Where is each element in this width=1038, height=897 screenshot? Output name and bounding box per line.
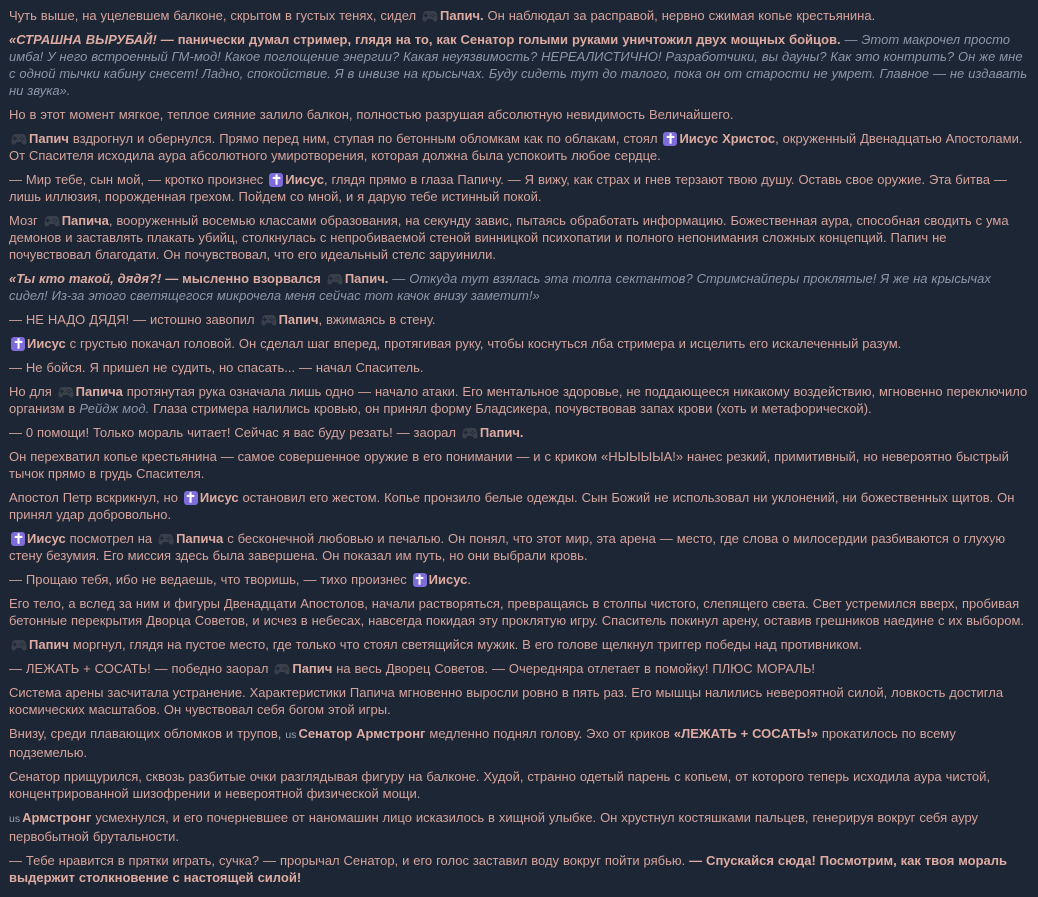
text-segment: — Этот макрочел просто имба! У него встроенный ГМ-мод! Какое поглощение энергии? Какая неуязвимость? НЕРЕАЛИСТИЧНО! Разработчики, вы дауны? Как это контрить? Он же мне с одной тычки кабину снесет! Ладно, спокойствие. Я в инвизе на крысычах. Буду сидеть тут до талого, пока он от старости не умрет. Главное — не издавать ни звука». bbox=[9, 32, 1028, 98]
character-name: Папич bbox=[292, 661, 333, 676]
us-flag-icon: us bbox=[9, 813, 21, 825]
character-name: Папич. bbox=[344, 271, 389, 286]
text-segment: Он перехватил копье крестьянина — самое совершенное оружие в его понимании — и с криком «НЫЫЫЫА!» нанес резкий, примитивный, но невероятно быстрый тычок прямо в грудь Спасителя. bbox=[9, 449, 1009, 481]
story-paragraph bbox=[9, 106, 1029, 123]
character-name: Папич. bbox=[440, 8, 484, 23]
character-name: Папича bbox=[176, 531, 224, 546]
text-segment: Внизу, среди плавающих обломков и трупов, bbox=[9, 726, 286, 741]
text-segment: Система арены засчитала устранение. Характеристики Папича мгновенно выросли ровно в пять раз. Его мышцы налились невероятной силой, ловкость достигла космических масштабов. Он чувствовал себя богом этой игры. bbox=[9, 685, 1004, 717]
text-segment: остановил его жестом. Копье пронзило белые одежды. Сын Божий не использовал ни уклонений, ни божественных щитов. Он принял удар добровольно. bbox=[9, 490, 1015, 522]
character-name: Папич bbox=[278, 312, 319, 327]
gamepad-icon bbox=[11, 133, 27, 146]
text-segment: — Прощаю тебя, ибо не ведаешь, что творишь, — тихо произнес bbox=[9, 572, 411, 587]
text-segment: на весь Дворец Советов. — Очередняра отлетает в помойку! ПЛЮС МОРАЛЬ! bbox=[332, 661, 815, 676]
text-segment: Но для bbox=[9, 384, 56, 399]
text-segment: — 0 помощи! Только мораль читает! Сейчас я вас буду резать! — заорал bbox=[9, 425, 460, 440]
story-paragraph bbox=[9, 311, 1029, 328]
character-name: Армстронг bbox=[22, 810, 92, 825]
text-segment: — Мир тебе, сын мой, — кротко произнес bbox=[9, 172, 268, 187]
story-paragraph bbox=[9, 7, 1029, 24]
text-segment: Его тело, а вслед за ним и фигуры Двенадцати Апостолов, начали растворяться, превращаясь в столпы чистого, слепящего света. Свет устремился вверх, пробивая бетонные перекрытия Дворца Советов, и исчез в небесах, навсегда покидая эту проклятую игру. Спаситель покинул арену, оставив грешников наедине с их выбором. bbox=[9, 596, 1025, 628]
character-name: Сенатор Армстронг bbox=[298, 726, 426, 741]
story-paragraph bbox=[9, 424, 1029, 441]
story-paragraph bbox=[9, 31, 1029, 99]
text-segment: моргнул, глядя на пустое место, где только что стоял светящийся мужик. В его голове щелкнул триггер победы над противником. bbox=[68, 637, 863, 652]
text-segment: — Тебе нравится в прятки играть, сучка? — прорычал Сенатор, и его голос заставил воду вокруг пойти рябью. bbox=[9, 853, 690, 868]
character-name: Иисус bbox=[27, 531, 66, 546]
latin-cross-icon bbox=[184, 491, 198, 505]
text-segment: , глядя прямо в глаза Папичу. — Я вижу, как страх и гнев терзают твою душу. Оставь свое оружие. Эта битва — лишь иллюзия, порожденная грехом. Пойдем со мной, и я дарую тебе истинный покой. bbox=[9, 172, 1007, 204]
story-paragraph bbox=[9, 335, 1029, 352]
character-name: Иисус Христос bbox=[679, 131, 776, 146]
character-name: Иисус bbox=[428, 572, 468, 587]
text-segment: — Откуда тут взялась эта толпа сектантов? Стримснайперы проклятые! Я же на крысычах сидел! Из-за этого светящегося микрочела меня сейчас тот качок внизу заметит!» bbox=[9, 271, 991, 303]
latin-cross-icon bbox=[11, 337, 25, 351]
text-segment: протянутая рука означала лишь одно — начало атаки. Его ментальное здоровье, не поддающееся никакому воздействию, мгновенно переключило организм в bbox=[9, 384, 1028, 416]
character-name: Папича bbox=[61, 213, 109, 228]
text-segment: Апостол Петр вскрикнул, но bbox=[9, 490, 182, 505]
text-segment: — НЕ НАДО ДЯДЯ! — истошно завопил bbox=[9, 312, 259, 327]
story-paragraph bbox=[9, 768, 1029, 802]
text-segment: . bbox=[467, 572, 471, 587]
character-name: Папич. bbox=[479, 425, 524, 440]
story-paragraph bbox=[9, 130, 1029, 164]
latin-cross-icon bbox=[413, 573, 427, 587]
story-paragraph bbox=[9, 530, 1029, 564]
story-paragraph bbox=[9, 383, 1029, 417]
gamepad-icon bbox=[327, 273, 343, 286]
character-name: Папич bbox=[29, 637, 69, 652]
character-name: Иисус bbox=[199, 490, 239, 505]
text-segment: вздрогнул и обернулся. Прямо перед ним, ступая по бетонным обломкам как по облакам, стоял bbox=[68, 131, 662, 146]
text-segment: «Ты кто такой, дядя?! bbox=[9, 271, 162, 286]
us-flag-icon: us bbox=[285, 729, 297, 741]
text-segment: Сенатор прищурился, сквозь разбитые очки разглядывая фигуру на балконе. Худой, странно одетый парень с копьем, от которого теперь исходила аура чистой, концентрированной шизофрении и невероятной физической мощи. bbox=[9, 769, 991, 801]
text-segment: Рейдж мод. bbox=[79, 401, 150, 416]
text-segment: , вжимаясь в стену. bbox=[318, 312, 436, 327]
latin-cross-icon bbox=[269, 173, 283, 187]
text-segment: Глаза стримера налились кровью, он принял форму Бладсикера, почувствовав запах крови (хоть и метафорической). bbox=[149, 401, 872, 416]
text-segment: «ЛЕЖАТЬ + СОСАТЬ!» bbox=[673, 726, 818, 741]
text-segment: , окруженный Двенадцатью Апостолами. От Спасителя исходила аура абсолютного умиротворения, которая должна была успокоить любое сердце. bbox=[9, 131, 1023, 163]
gamepad-icon bbox=[274, 663, 290, 676]
story-paragraph bbox=[9, 852, 1029, 886]
story-paragraph bbox=[9, 212, 1029, 263]
character-name: Иисус bbox=[27, 336, 66, 351]
text-segment: Но в этот момент мягкое, теплое сияние залило балкон, полностью разрушая абсолютную невидимость Величайшего. bbox=[9, 107, 734, 122]
latin-cross-icon bbox=[663, 132, 677, 146]
text-segment: посмотрел на bbox=[65, 531, 157, 546]
text-segment: Чуть выше, на уцелевшем балконе, скрытом в густых тенях, сидел bbox=[9, 8, 421, 23]
story-paragraph bbox=[9, 171, 1029, 205]
story-paragraph bbox=[9, 270, 1029, 304]
character-name: Папич bbox=[29, 131, 69, 146]
text-segment: усмехнулся, и его почерневшее от наномашин лицо исказилось в хищной улыбке. Он хрустнул костяшками пальцев, генерируя вокруг себя ауру первобытной брутальности. bbox=[9, 810, 979, 844]
gamepad-icon bbox=[422, 10, 438, 23]
text-segment: — ЛЕЖАТЬ + СОСАТЬ! — победно заорал bbox=[9, 661, 273, 676]
text-segment: прокатилось по всему подземелью. bbox=[9, 726, 956, 760]
story-paragraph bbox=[9, 448, 1029, 482]
story-paragraph bbox=[9, 359, 1029, 376]
text-segment: — мысленно взорвался bbox=[161, 271, 325, 286]
gamepad-icon bbox=[261, 314, 277, 327]
story-paragraph bbox=[9, 684, 1029, 718]
character-name: Папича bbox=[75, 384, 123, 399]
text-segment: с бесконечной любовью и печалью. Он понял, что этот мир, эта арена — место, где слова о милосердии разбиваются о глухую стену безумия. Его миссия здесь была завершена. Он показал им путь, но они выбрали кровь. bbox=[9, 531, 1006, 563]
character-name: Иисус bbox=[285, 172, 324, 187]
story-paragraph bbox=[9, 660, 1029, 677]
story-paragraph bbox=[9, 725, 1029, 761]
story-paragraph bbox=[9, 809, 1029, 845]
text-segment: Мозг bbox=[9, 213, 42, 228]
gamepad-icon bbox=[158, 533, 174, 546]
latin-cross-icon bbox=[11, 532, 25, 546]
text-segment: — Спускайся сюда! Посмотрим, как твоя мораль выдержит столкновение с настоящей силой! bbox=[9, 853, 1008, 885]
story-paragraph bbox=[9, 636, 1029, 653]
gamepad-icon bbox=[58, 386, 74, 399]
story-paragraph bbox=[9, 571, 1029, 588]
text-segment: — Не бойся. Я пришел не судить, но спасать... — начал Спаситель. bbox=[9, 360, 424, 375]
text-segment: , вооруженный восемью классами образования, на секунду завис, пытаясь обработать информацию. Божественная аура, способная сводить с ума демонов и заставлять плакать убийц, столкнулась с непробиваемой стеной винницкой психопатии и полного непонимания сложных концепций. Папич не почувствовал благодати. Он почувствовал, что его идеальный стелс заруинили. bbox=[9, 213, 1009, 262]
gamepad-icon bbox=[44, 215, 60, 228]
gamepad-icon bbox=[462, 427, 478, 440]
text-segment: «СТРАШНА ВЫРУБАЙ! bbox=[9, 32, 157, 47]
gamepad-icon bbox=[11, 639, 27, 652]
text-segment: с грустью покачал головой. Он сделал шаг вперед, протягивая руку, чтобы коснуться лба стримера и исцелить его искалеченный разум. bbox=[65, 336, 902, 351]
story-paragraph bbox=[9, 489, 1029, 523]
text-segment: медленно поднял голову. Эхо от криков bbox=[425, 726, 674, 741]
text-segment: Он наблюдал за расправой, нервно сжимая копье крестьянина. bbox=[483, 8, 876, 23]
story-paragraph bbox=[9, 595, 1029, 629]
text-segment: — панически думал стример, глядя на то, как Сенатор голыми руками уничтожил двух мощных бойцов. bbox=[156, 32, 841, 47]
